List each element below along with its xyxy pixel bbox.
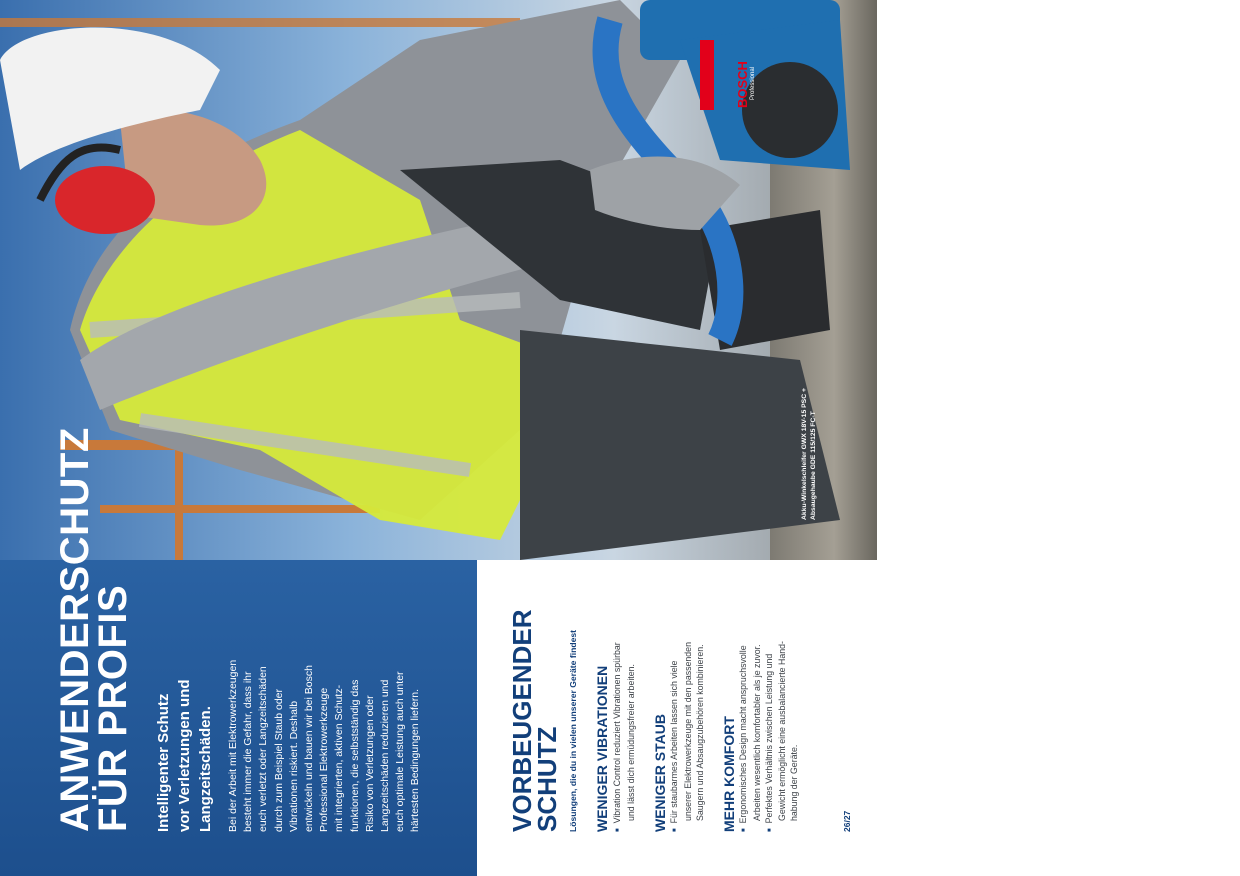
feature-text-dust [669,642,706,832]
photo-caption [800,388,818,520]
intro-line: mit integrierten, aktiven Schutz- [333,684,346,832]
intro-line: euch verletzt oder Langzeitschäden [257,666,270,832]
intro-line: entwickeln und bauen wir bei Bosch [303,665,316,832]
subhead-line: Langzeitschäden. [197,706,214,832]
feature-text-comfort [738,641,801,832]
intro-text [226,660,424,832]
bullet-line: und lässt dich ermüdungsfreier arbeiten. [625,664,636,821]
intro-line: besteht immer die Gefahr, dass ihr [242,671,255,832]
bullet-line: unserer Elektrowerkzeuge mit den passenden [682,642,693,821]
subheadline [153,679,216,832]
feature-text-vibrations [612,642,638,832]
feature-title-dust: WENIGER STAUB [652,714,668,832]
bullet-line: ■ Ergonomisches Design macht anspruchsvolle [738,641,752,832]
bullet-line: ■ Für staubarmes Arbeiten lassen sich viele [669,642,683,832]
section-title-line: SCHUTZ [532,726,562,832]
caption-line: Akku-Winkelschleifer GWX 18V-15 PSC + [801,388,808,520]
subhead-line: vor Verletzungen und [176,679,193,832]
tool-sub-label: Professional [750,66,756,100]
section-title-line: VORBEUGENDER [507,609,537,832]
bullet-line: ■ Perfektes Verhältnis zwischen Leistung und [764,641,778,832]
bullet-line: habung der Geräte. [789,744,800,821]
intro-line: funktionen, die selbstständig das [348,679,361,832]
intro-line: Vibrationen riskiert. Deshalb [287,700,300,832]
feature-title-comfort: MEHR KOMFORT [721,716,737,832]
bullet-line: Arbeiten wesentlich komfortabler als je zuvor. [751,644,762,821]
intro-line: Risiko von Verletzungen oder [363,695,376,832]
headline-line-2: FÜR PROFIS [91,584,135,832]
bullet-line: Saugern und Absaugzubehören kombinieren. [694,644,705,821]
feature-title-vibrations: WENIGER VIBRATIONEN [594,665,610,832]
page-headline [53,427,135,832]
headline-line-1: ANWENDERSCHUTZ [53,427,97,832]
intro-line: Professional Elektrowerkzeuge [318,687,331,832]
subhead-line: Intelligenter Schutz [155,693,172,832]
bullet-line: ■ Vibration Control reduziert Vibrationen spürbar [612,642,626,832]
intro-line: Langzeitschäden reduzieren und [379,679,392,832]
caption-line: Absaugehaube GDE 115/125 FC-T [810,411,817,520]
bullet-line: Gewicht ermöglicht eine ausbalancierte Hand- [777,641,788,821]
intro-line: Bei der Arbeit mit Elektrowerkzeugen [227,659,239,832]
section-title [507,609,562,832]
page-number: 26/27 [842,810,852,832]
intro-line: euch optimale Leistung auch unter [394,671,407,832]
intro-line: härtesten Bedingungen liefern. [409,688,422,832]
intro-line: durch zum Beispiel Staub oder [272,689,285,832]
tool-brand-label: BOSCH [735,61,750,108]
section-kicker: Lösungen, die du in vielen unserer Geräte findest [568,630,578,832]
